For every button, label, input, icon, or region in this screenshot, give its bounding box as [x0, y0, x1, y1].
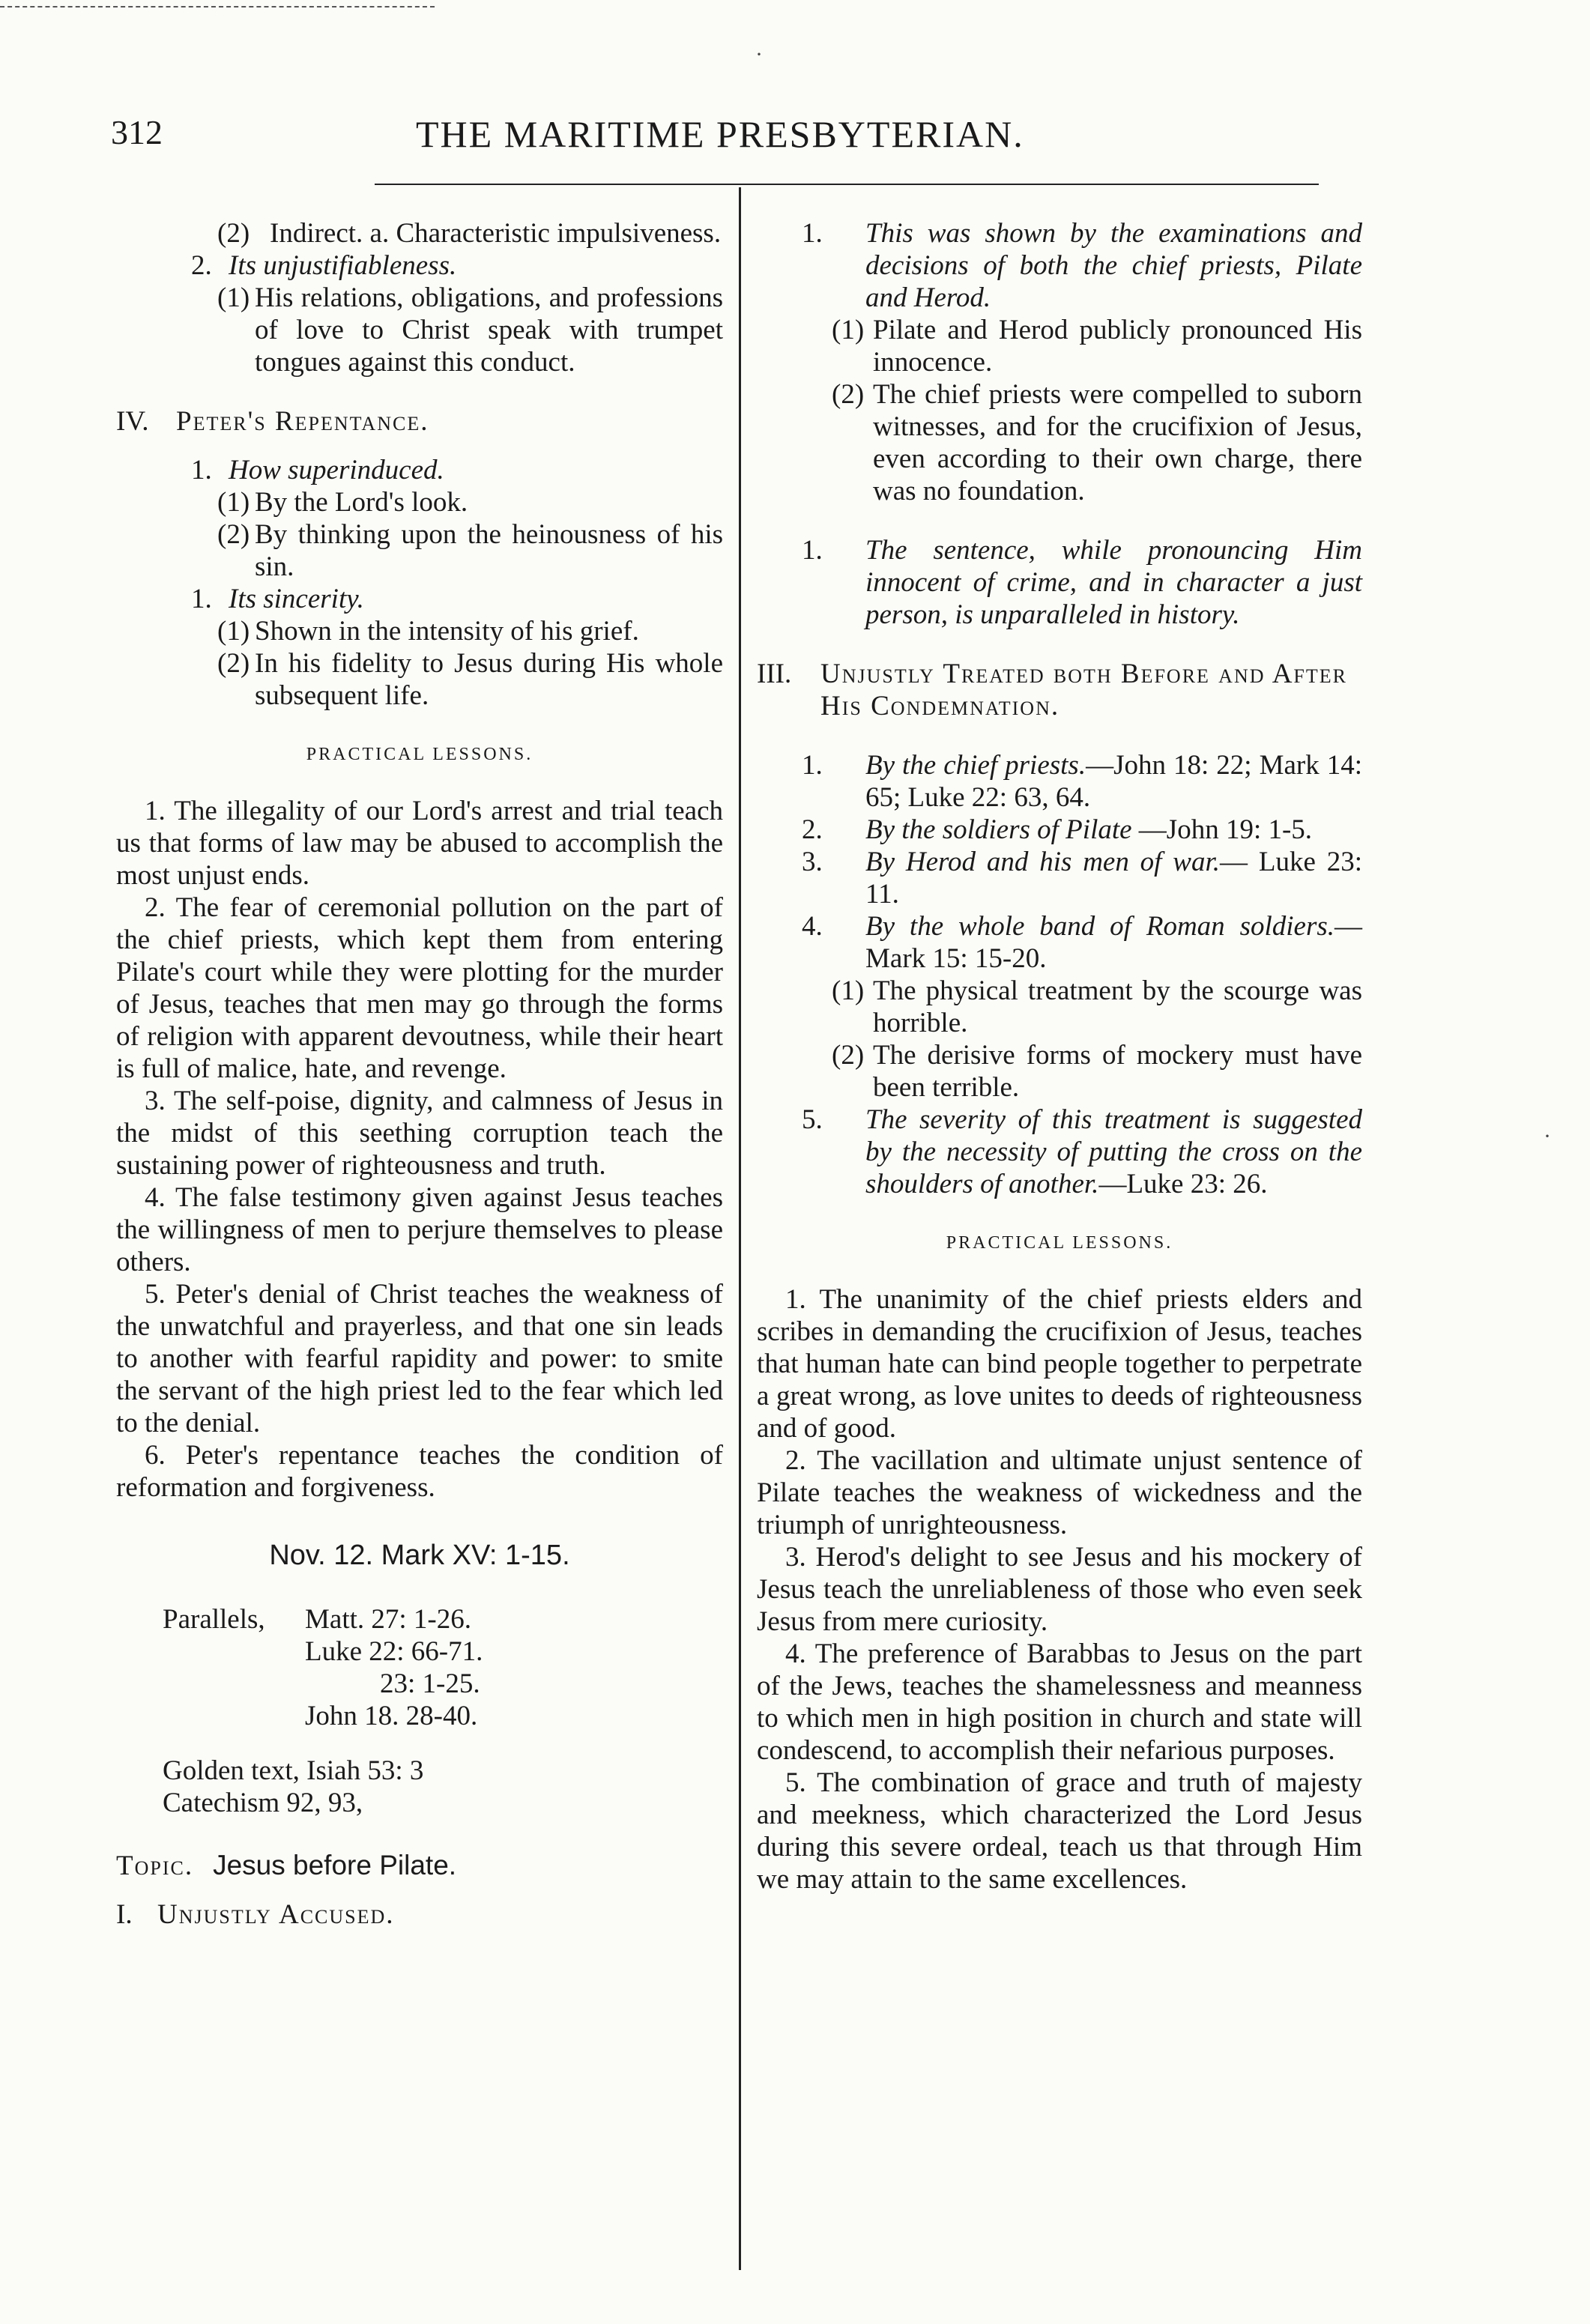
right-column — [757, 217, 1362, 1895]
column-divider — [739, 187, 741, 2270]
lesson-paragraph: 5. Peter's denial of Christ teaches the weakness of the unwatchful and prayerless, and that one sin leads to another with fearful rapidity and power: to smite the servant of the high priest led to the fear which led to the denial. — [116, 1279, 723, 1438]
lesson-paragraph: 4. The preference of Barabbas to Jesus on the part of the Jews, teaches the shamelessness and meanness to which men in high position in church and state will condescend, to accomplish their nefarious purposes. — [757, 1638, 1362, 1766]
topic-line: Topic. Jesus before Pilate. — [116, 1850, 457, 1881]
lesson-paragraph: 4. The false testimony given against Jesus teaches the willingness of men to perjure themselves to please others. — [116, 1182, 723, 1277]
outline-item: 1. This was shown by the examinations and decisions of both the chief priests, Pilate and Herod. — [802, 218, 1362, 313]
golden-text: Golden text, Isiah 53: 3 — [163, 1755, 424, 1786]
section-heading: III. Unjustly Treated both Before and After His Condemnation. — [757, 659, 1347, 721]
outline-item: 1. By the chief priests.—John 18: 22; Mark 14: 65; Luke 22: 63, 64. — [802, 750, 1363, 813]
outline-item: (2) The derisive forms of mockery must have been terrible. — [832, 1040, 1362, 1103]
header-rule — [375, 184, 1319, 185]
catechism: Catechism 92, 93, — [163, 1788, 363, 1818]
lesson-paragraph: 3. The self-poise, dignity, and calmness of Jesus in the midst of this seething corruption teach the sustaining power of righteousness and truth. — [116, 1086, 723, 1181]
page-number: 312 — [111, 113, 163, 151]
outline-item: 4. By the whole band of Roman soldiers.—Mark 15: 15-20. — [802, 911, 1362, 974]
running-head: THE MARITIME PRESBYTERIAN. — [416, 113, 1024, 155]
outline-item: (1) By the Lord's look. — [217, 487, 468, 518]
lesson-paragraph: 1. The unanimity of the chief priests elders and scribes in demanding the crucifixion of Jesus, teaches that human hate can bind people together to perpetrate a great wrong, as love unites to deeds of righteousness and of good. — [757, 1284, 1362, 1444]
outline-item: (1) Shown in the intensity of his grief. — [217, 616, 639, 647]
outline-item: (2) Indirect. a. Characteristic impulsiveness. — [217, 218, 722, 249]
section-heading: I. Unjustly Accused. — [116, 1899, 395, 1930]
lesson-paragraph: 1. The illegality of our Lord's arrest and trial teach us that forms of law may be abused to accomplish the most unjust ends. — [116, 796, 723, 891]
lesson-paragraph: 3. Herod's delight to see Jesus and his mockery of Jesus teach the unreliableness of those who even seek Jesus from mere curiosity. — [757, 1542, 1362, 1637]
outline-item: 1. Its sincerity. — [191, 584, 364, 614]
practical-lessons-heading: PRACTICAL LESSONS. — [306, 745, 533, 764]
outline-item: 1. How superinduced. — [191, 455, 444, 485]
practical-lessons-heading: PRACTICAL LESSONS. — [946, 1233, 1173, 1253]
outline-item: 5. The severity of this treatment is suggested by the necessity of putting the cross on the shoulders of another.—Luke 23: 26. — [802, 1104, 1362, 1199]
outline-item: 3. By Herod and his men of war.— Luke 23: 11. — [802, 847, 1362, 910]
outline-item: (2) The chief priests were compelled to suborn witnesses, and for the crucifixion of Jesus, even according to their own charge, there was no foundation. — [832, 379, 1362, 506]
outline-item: (1) His relations, obligations, and professions of love to Christ speak with trumpet tongues against this conduct. — [217, 282, 723, 378]
outline-item: (1) The physical treatment by the scourge was horrible. — [832, 975, 1362, 1038]
section-heading: IV. Peter's Repentance. — [116, 406, 429, 437]
lesson-paragraph: 2. The fear of ceremonial pollution on the part of the chief priests, which kept them from entering Pilate's court while they were plotting for the murder of Jesus, teaches that men may go through the forms of religion with apparent devoutness, while their heart is full of malice, hate, and revenge. — [116, 892, 723, 1084]
golden-text-block — [163, 1755, 723, 1819]
outline-item: (2) In his fidelity to Jesus during His whole subsequent life. — [217, 648, 723, 711]
parallel-row: Parallels, Matt. 27: 1-26. — [163, 1604, 471, 1635]
stray-mark-top: · — [755, 42, 763, 67]
lesson-paragraph: 5. The combination of grace and truth of majesty and meekness, which characterized the Lord Jesus during this severe ordeal, teach us that through Him we may attain to the same excellences. — [757, 1767, 1362, 1895]
outline-item: 2. Its unjustifiableness. — [191, 250, 457, 281]
top-edge-rule — [0, 6, 435, 7]
lesson-paragraph: 2. The vacillation and ultimate unjust sentence of Pilate teaches the weakness of wickedness and the triumph of unrighteousness. — [757, 1445, 1362, 1540]
lesson-paragraph: 6. Peter's repentance teaches the condition of reformation and forgiveness. — [116, 1440, 723, 1503]
stray-mark-margin: · — [1544, 1124, 1551, 1149]
lesson-title: Nov. 12. Mark XV: 1-15. — [269, 1540, 570, 1571]
outline-item: 1. The sentence, while pronouncing Him innocent of crime, and in character a just person, is unparalleled in history. — [802, 535, 1362, 630]
parallel-row: Luke 22: 66-71. — [305, 1636, 483, 1667]
outline-item: 2. By the soldiers of Pilate —John 19: 1-5. — [802, 814, 1313, 845]
outline-item: (2) By thinking upon the heinousness of his sin. — [217, 519, 723, 582]
outline-item: (1) Pilate and Herod publicly pronounced His innocence. — [832, 315, 1362, 378]
parallels-list — [163, 1603, 723, 1732]
parallel-row: 23: 1-25. — [380, 1668, 480, 1699]
parallel-row: John 18. 28-40. — [305, 1701, 478, 1731]
left-column — [116, 217, 723, 1931]
